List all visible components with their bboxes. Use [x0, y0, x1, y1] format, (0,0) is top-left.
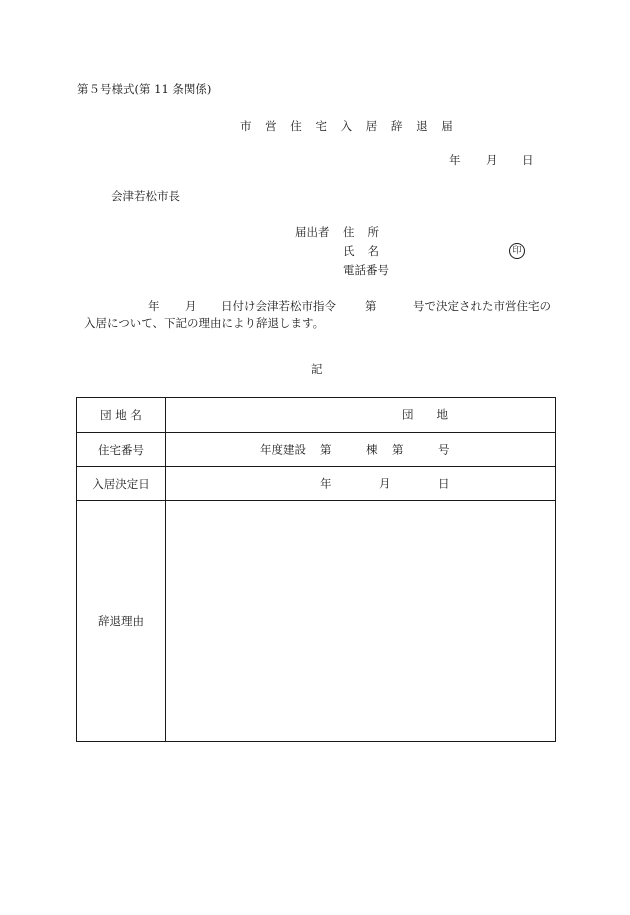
danchi-suffix: 団 地: [402, 407, 448, 422]
move-in-date-label: 入居決定日: [77, 467, 166, 501]
address-label: 住所: [343, 225, 392, 239]
danchi-label: 団 地 名: [77, 398, 166, 433]
seal-mark-icon: 印: [509, 243, 525, 259]
reason-label: 辞退理由: [77, 501, 166, 742]
document-title: 市 営 住 宅 入 居 辞 退 届: [240, 119, 458, 133]
detail-table: [76, 397, 556, 742]
date-day-label: 日: [522, 153, 534, 167]
housing-number-label: 住宅番号: [77, 433, 166, 467]
table-row-housing-number: [77, 433, 556, 467]
applicant-label: 届出者: [295, 225, 330, 239]
move-in-month-label: 月: [379, 475, 391, 490]
move-in-day-label: 日: [438, 475, 450, 490]
housing-building-prefix: 第: [320, 441, 332, 456]
housing-unit-suffix: 号: [438, 441, 450, 456]
housing-number-value-field[interactable]: [166, 433, 556, 467]
form-number: 第５号様式(第 11 条関係): [77, 82, 212, 96]
body-number-prefix: 第: [365, 299, 377, 313]
name-label: 氏名: [343, 244, 392, 258]
housing-construction-year-label: 年度建設: [260, 441, 306, 456]
housing-unit-prefix: 第: [392, 441, 404, 456]
body-decision-text: 号で決定された市営住宅の: [413, 299, 551, 313]
table-row-reason: [77, 501, 556, 742]
body-line-2: 入居について、下記の理由により辞退します。: [84, 316, 325, 330]
date-year-label: 年: [449, 153, 461, 167]
reason-value-field[interactable]: [166, 501, 556, 742]
phone-label: 電話番号: [343, 263, 389, 277]
date-month-label: 月: [486, 153, 498, 167]
move-in-year-label: 年: [320, 475, 332, 490]
body-year-label: 年: [148, 299, 160, 313]
table-row-move-in-date: [77, 467, 556, 501]
ki-heading: 記: [311, 362, 323, 376]
body-directive-text: 日付け会津若松市指令: [221, 299, 336, 313]
table-row-danchi: [77, 398, 556, 433]
danchi-value-field[interactable]: [166, 398, 556, 433]
move-in-date-value-field[interactable]: [166, 467, 556, 501]
housing-building-suffix: 棟: [366, 441, 378, 456]
addressee: 会津若松市長: [111, 189, 180, 203]
body-month-label: 月: [185, 299, 197, 313]
